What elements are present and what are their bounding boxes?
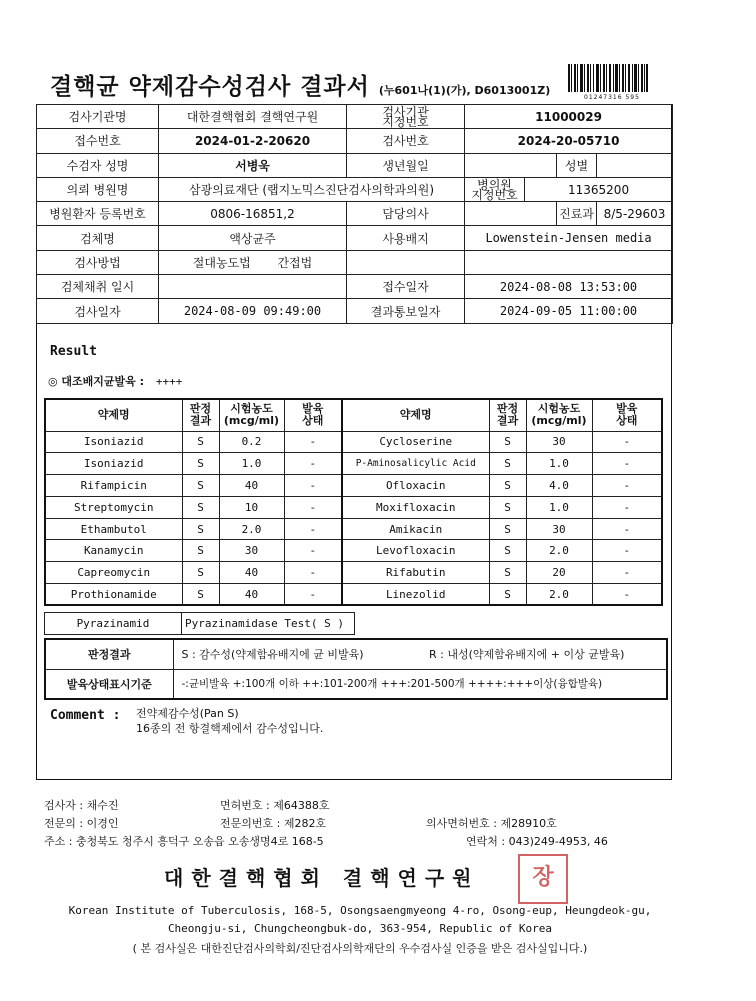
patient-reg-label: 병원환자 등록번호 (37, 202, 159, 226)
tester-name: 검사자 : 채수진 (44, 799, 119, 812)
address: 주소 : 충청북도 청주시 흥덕구 오송읍 오송생명4로 168-5 (44, 835, 324, 848)
table-row (45, 669, 667, 699)
patient-name-label: 수검자 성명 (37, 153, 159, 177)
judgement: S (182, 562, 219, 584)
info-row (37, 153, 673, 177)
official-seal-icon: 장 (518, 854, 568, 904)
drug-name: Kanamycin (45, 540, 182, 562)
receipt-date-label: 접수일자 (347, 275, 465, 299)
growth-status: - (284, 584, 342, 606)
drug-name: Isoniazid (45, 431, 182, 453)
pyrazinamide-table (44, 612, 355, 635)
drug-name: Moxifloxacin (342, 496, 489, 518)
method-empty-2 (465, 250, 673, 274)
hospital-code-value: 11365200 (525, 177, 673, 201)
growth-status: - (592, 540, 662, 562)
judgement-header-2: 판정 결과 (489, 399, 526, 431)
legend-table (44, 638, 668, 700)
info-row (37, 250, 673, 274)
concentration: 4.0 (526, 475, 592, 497)
test-date-value: 2024-08-09 09:49:00 (159, 299, 347, 323)
barcode-number: 01247316 595 (584, 94, 640, 101)
judgement: S (489, 475, 526, 497)
drug-name: Streptomycin (45, 496, 182, 518)
result-heading: Result (50, 344, 97, 359)
drug-table-header (45, 399, 662, 431)
growth-status: - (284, 453, 342, 475)
judgement: S (489, 540, 526, 562)
concentration: 20 (526, 562, 592, 584)
drug-name: Rifabutin (342, 562, 489, 584)
collection-date-label: 검체채취 일시 (37, 275, 159, 299)
specialist-name: 전문의 : 이경인 (44, 817, 119, 830)
judgement: S (182, 496, 219, 518)
collection-date-value (159, 275, 347, 299)
judgement: S (182, 475, 219, 497)
judgement: S (182, 453, 219, 475)
drug-name: Levofloxacin (342, 540, 489, 562)
comment-line: 전약제감수성(Pan S) (136, 707, 239, 720)
concentration: 2.0 (219, 518, 284, 540)
report-date-label: 결과통보일자 (347, 299, 465, 323)
birthdate-value (465, 153, 557, 177)
medium-label: 사용배지 (347, 226, 465, 250)
institution-code-label: 검사기관 지정번호 (347, 105, 465, 129)
hospital-code-label: 병의원 지정번호 (465, 177, 525, 201)
document-title (50, 68, 550, 101)
concentration: 40 (219, 562, 284, 584)
judgement: S (489, 584, 526, 606)
judgement: S (489, 518, 526, 540)
comment-line: 16종의 전 항결핵제에서 감수성입니다. (136, 722, 324, 735)
resistant-legend: R : 내성(약제함유배지에 + 이상 균발육) (421, 639, 667, 669)
table-row (45, 496, 662, 518)
growth-status: - (592, 453, 662, 475)
info-row (37, 202, 673, 226)
specimen-value: 액상균주 (159, 226, 347, 250)
doctor-value (465, 202, 557, 226)
drug-name: Prothionamide (45, 584, 182, 606)
drug-name-header: 약제명 (45, 399, 182, 431)
receipt-number-value: 2024-01-2-20620 (159, 129, 347, 153)
sex-label: 성별 (557, 153, 597, 177)
growth-status: - (284, 518, 342, 540)
drug-name: Cycloserine (342, 431, 489, 453)
concentration: 10 (219, 496, 284, 518)
drug-name-header-2: 약제명 (342, 399, 489, 431)
drug-name: Amikacin (342, 518, 489, 540)
drug-name: Ethambutol (45, 518, 182, 540)
judgement: S (182, 431, 219, 453)
table-row (45, 475, 662, 497)
pyrazinamide-value: Pyrazinamidase Test( S ) (182, 613, 355, 635)
specialist-number: 전문의번호 : 제282호 (220, 817, 327, 830)
control-growth (48, 373, 182, 389)
growth-status: - (284, 431, 342, 453)
institute-address-english-2: Cheongju-si, Chungcheongbuk-do, 363-954, Republic of Korea (167, 922, 553, 935)
pyrazinamide-label: Pyrazinamid (45, 613, 182, 635)
table-row (45, 584, 662, 606)
info-row (37, 299, 673, 323)
drug-name: Linezolid (342, 584, 489, 606)
comment-text (136, 706, 323, 736)
info-row (37, 275, 673, 299)
hospital-label: 의뢰 병원명 (37, 177, 159, 201)
institution-label: 검사기관명 (37, 105, 159, 129)
concentration: 40 (219, 475, 284, 497)
growth-status: - (592, 518, 662, 540)
barcode-icon (568, 64, 648, 92)
concentration: 2.0 (526, 584, 592, 606)
method-empty (347, 250, 465, 274)
drug-name: Ofloxacin (342, 475, 489, 497)
growth-legend-label: 발육상태표시기준 (45, 669, 173, 699)
document-code: (누601나(1)(가), D6013001Z) (378, 84, 551, 97)
institute-name-korean: 대한결핵협회 결핵연구원 (164, 866, 480, 890)
specimen-label: 검체명 (37, 226, 159, 250)
institution-value: 대한결핵협회 결핵연구원 (159, 105, 347, 129)
method-value: 절대농도법 간접법 (159, 250, 347, 274)
growth-status: - (284, 496, 342, 518)
judgement: S (489, 496, 526, 518)
judgement: S (182, 584, 219, 606)
growth-status: - (284, 540, 342, 562)
growth-status: - (592, 562, 662, 584)
growth-status: - (592, 584, 662, 606)
patient-name-value: 서병욱 (159, 153, 347, 177)
control-growth-label: ◎ 대조배지균발육 : (48, 375, 145, 388)
patient-info-table (36, 104, 673, 324)
table-row (45, 613, 355, 635)
judgement: S (489, 453, 526, 475)
table-row (45, 639, 667, 669)
control-growth-value: ++++ (155, 375, 183, 388)
patient-reg-value: 0806-16851,2 (159, 202, 347, 226)
sex-value (597, 153, 673, 177)
table-row (45, 562, 662, 584)
birthdate-label: 생년월일 (347, 153, 465, 177)
medium-value: Lowenstein-Jensen media (465, 226, 673, 250)
concentration-header: 시험농도 (mcg/ml) (219, 399, 284, 431)
test-number-label: 검사번호 (347, 129, 465, 153)
test-date-label: 검사일자 (37, 299, 159, 323)
info-row (37, 226, 673, 250)
tester-license: 면허번호 : 제64388호 (220, 799, 330, 812)
institution-code-value: 11000029 (465, 105, 673, 129)
concentration: 40 (219, 584, 284, 606)
table-row (45, 540, 662, 562)
info-row (37, 177, 673, 201)
judgement: S (489, 562, 526, 584)
drug-name: Capreomycin (45, 562, 182, 584)
table-row (45, 518, 662, 540)
concentration-header-2: 시험농도 (mcg/ml) (526, 399, 592, 431)
institute-address-english: Korean Institute of Tuberculosis, 168-5, Osongsaengmyeong 4-ro, Osong-eup, Heungdeok-gu, (68, 904, 652, 917)
test-number-value: 2024-20-05710 (465, 129, 673, 153)
drug-name: P-Aminosalicylic Acid (342, 453, 489, 475)
report-date-value: 2024-09-05 11:00:00 (465, 299, 673, 323)
growth-status: - (284, 475, 342, 497)
concentration: 1.0 (526, 496, 592, 518)
table-row (45, 431, 662, 453)
growth-header: 발육 상태 (284, 399, 342, 431)
drug-name: Isoniazid (45, 453, 182, 475)
judgement: S (182, 518, 219, 540)
drug-susceptibility-table (44, 398, 663, 606)
info-row (37, 129, 673, 153)
growth-status: - (592, 496, 662, 518)
concentration: 1.0 (219, 453, 284, 475)
doctor-label: 담당의사 (347, 202, 465, 226)
table-row (45, 453, 662, 475)
drug-name: Rifampicin (45, 475, 182, 497)
concentration: 30 (219, 540, 284, 562)
concentration: 1.0 (526, 453, 592, 475)
judgement-header: 판정 결과 (182, 399, 219, 431)
concentration: 30 (526, 431, 592, 453)
concentration: 2.0 (526, 540, 592, 562)
judgement: S (489, 431, 526, 453)
method-label: 검사방법 (37, 250, 159, 274)
department-value: 8/5-29603 (597, 202, 673, 226)
comment-label: Comment : (50, 708, 121, 723)
growth-status: - (592, 431, 662, 453)
info-row (37, 105, 673, 129)
document-title-main: 결핵균 약제감수성검사 결과서 (50, 74, 370, 100)
doctor-license: 의사면허번호 : 제28910호 (426, 817, 557, 830)
growth-status: - (284, 562, 342, 584)
growth-header-2: 발육 상태 (592, 399, 662, 431)
growth-legend-value: -:균비발육 +:100개 이하 ++:101-200개 +++:201-500개 ++++:+++이상(융합발육) (173, 669, 667, 699)
certification-note: ( 본 검사실은 대한진단검사의학회/진단검사의학재단의 우수검사실 인증을 받은 검사실입니다.) (132, 942, 588, 955)
department-label: 진료과 (557, 202, 597, 226)
contact: 연락처 : 043)249-4953, 46 (466, 835, 608, 848)
judgement: S (182, 540, 219, 562)
judgement-legend-label: 판정결과 (45, 639, 173, 669)
receipt-number-label: 접수번호 (37, 129, 159, 153)
susceptible-legend: S : 감수성(약제함유배지에 균 비발육) (173, 639, 421, 669)
concentration: 30 (526, 518, 592, 540)
hospital-value: 삼광의료재단 (랩지노믹스진단검사의학과의원) (159, 177, 465, 201)
concentration: 0.2 (219, 431, 284, 453)
receipt-date-value: 2024-08-08 13:53:00 (465, 275, 673, 299)
growth-status: - (592, 475, 662, 497)
